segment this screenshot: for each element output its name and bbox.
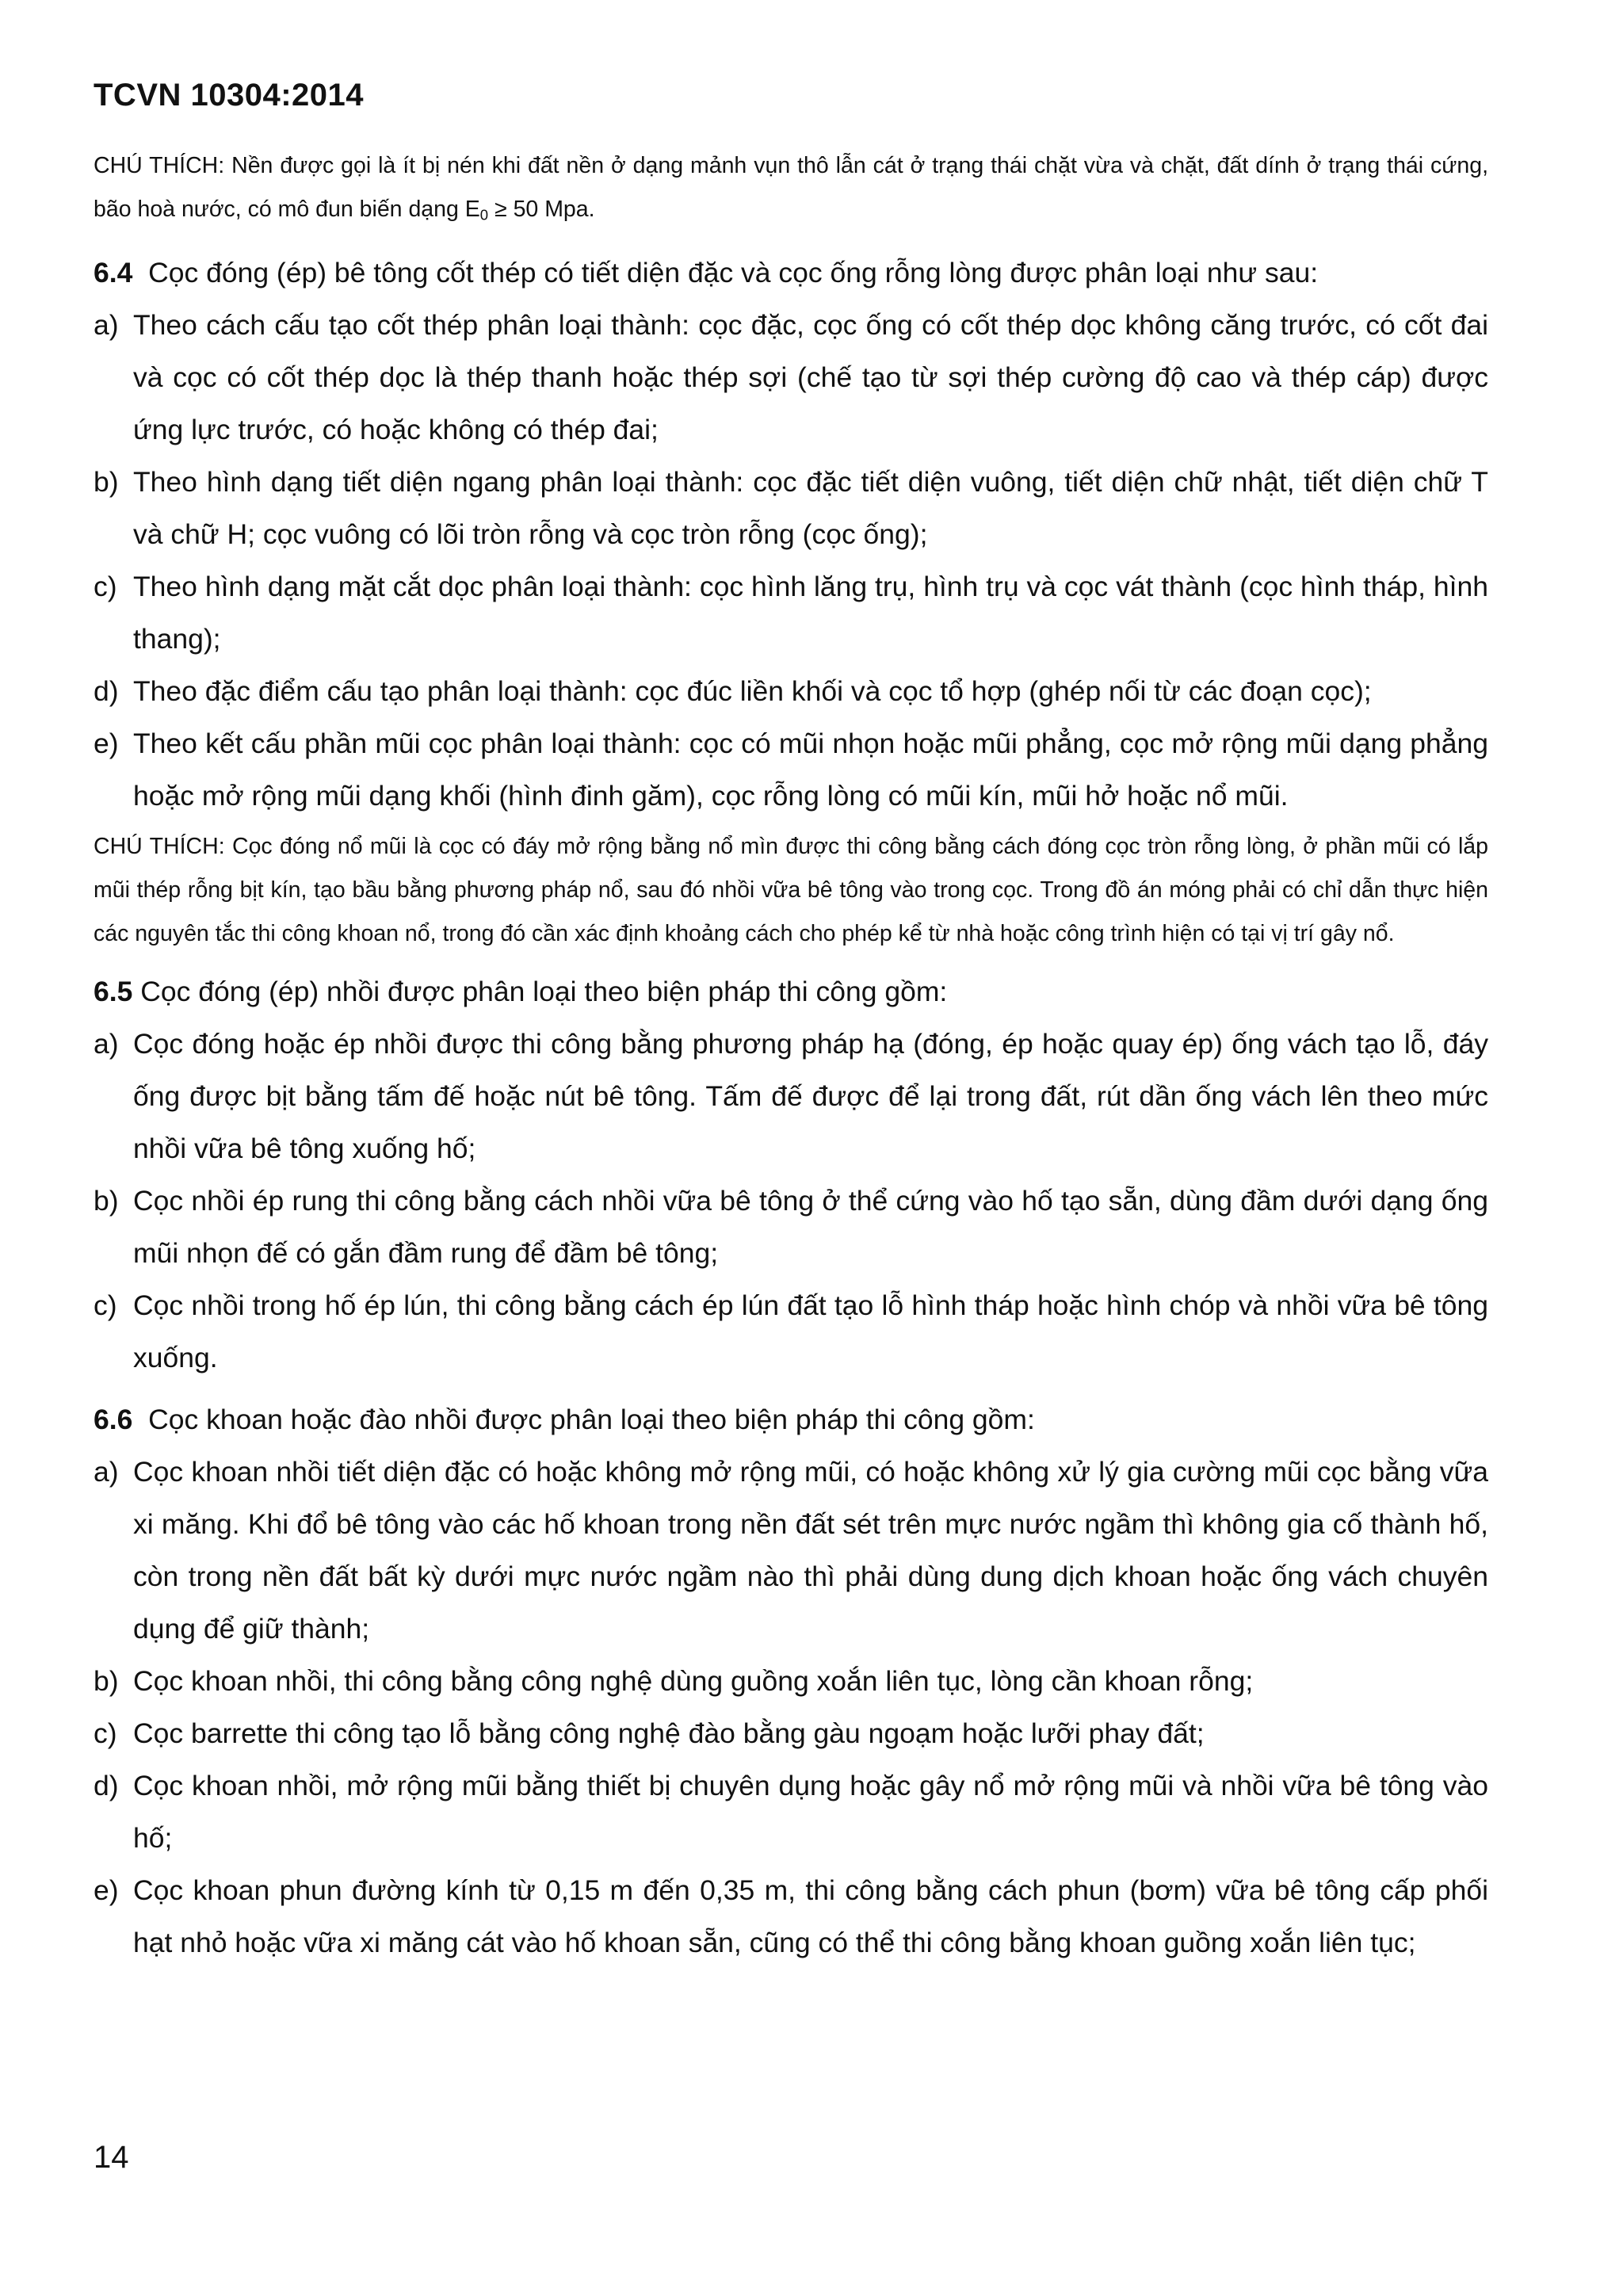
note-label: CHÚ THÍCH: — [94, 153, 225, 178]
item-text: Theo đặc điểm cấu tạo phân loại thành: cọc đúc liền khối và cọc tổ hợp (ghép nối từ các đoạn cọc); — [133, 674, 1372, 707]
item-label: b) — [94, 1664, 119, 1697]
item-label: c) — [94, 1717, 117, 1749]
list-item — [94, 1446, 1488, 1655]
page-number: 14 — [94, 2140, 129, 2175]
item-text: Cọc khoan nhồi tiết diện đặc có hoặc không mở rộng mũi, có hoặc không xử lý gia cường mũi cọc bằng vữa xi măng. Khi đổ bê tông vào các hố khoan trong nền đất sét trên mực nước ngầm thì không gia cố thành hố, còn trong nền đất bất kỳ dưới mực nước ngầm nào thì phải dùng dung dịch khoan hoặc ống vách chuyên dụng để giữ thành; — [133, 1455, 1488, 1645]
list-item — [94, 299, 1488, 456]
list-item — [94, 1707, 1488, 1759]
section-6-6-heading — [94, 1393, 1488, 1446]
section-number: 6.6 — [94, 1403, 133, 1435]
item-label: b) — [94, 465, 119, 498]
item-text: Theo cách cấu tạo cốt thép phân loại thành: cọc đặc, cọc ống có cốt thép dọc không căng trước, có cốt đai và cọc có cốt thép dọc là thép thanh hoặc thép sợi (chế tạo từ sợi thép cường độ cao và thép cáp) được ứng lực trước, có hoặc không có thép đai; — [133, 308, 1488, 445]
section-number: 6.5 — [94, 975, 133, 1007]
list-item — [94, 1864, 1488, 1969]
item-text: Cọc nhồi ép rung thi công bằng cách nhồi vữa bê tông ở thể cứng vào hố tạo sẵn, dùng đầm dưới dạng ống mũi nhọn đế có gắn đầm rung để đầm bê tông; — [133, 1184, 1488, 1269]
item-text: Cọc barrette thi công tạo lỗ bằng công nghệ đào bằng gàu ngoạm hoặc lưỡi phay đất; — [133, 1717, 1205, 1749]
item-label: c) — [94, 1289, 117, 1321]
list-item — [94, 665, 1488, 717]
list-item — [94, 1175, 1488, 1279]
section-6-5-heading — [94, 965, 1488, 1018]
document-header: TCVN 10304:2014 — [94, 78, 365, 113]
item-label: e) — [94, 1874, 119, 1906]
list-item — [94, 1018, 1488, 1175]
page-body — [94, 144, 1488, 1969]
item-text: Cọc khoan nhồi, thi công bằng công nghệ dùng guồng xoắn liên tục, lòng cần khoan rỗng; — [133, 1664, 1254, 1697]
note-blast-pile: CHÚ THÍCH: Cọc đóng nổ mũi là cọc có đáy mở rộng bằng nổ mìn được thi công bằng cách đóng cọc tròn rỗng lòng, ở phần mũi có lắp mũi thép rỗng bịt kín, tạo bầu bằng phương pháp nổ, sau đó nhồi vữa bê tông vào trong cọc. Trong đồ án móng phải có chỉ dẫn thực hiện các nguyên tắc thi công khoan nổ, trong đó cần xác định khoảng cách cho phép kể từ nhà hoặc công trình hiện có tại vị trí gây nổ. — [94, 833, 1488, 946]
item-label: a) — [94, 1455, 119, 1488]
item-label: b) — [94, 1184, 119, 1217]
item-label: a) — [94, 1027, 119, 1060]
item-label: d) — [94, 1769, 119, 1801]
note-text: Nền được gọi là ít bị nén khi đất nền ở dạng mảnh vụn thô lẫn cát ở trạng thái chặt vừa và chặt, đất dính ở trạng thái cứng, bão hoà nước, có mô đun biến dạng E — [94, 153, 1489, 222]
item-text: Cọc khoan phun đường kính từ 0,15 m đến 0,35 m, thi công bằng cách phun (bơm) vữa bê tông cấp phối hạt nhỏ hoặc vữa xi măng cát vào hố khoan sẵn, cũng có thể thi công bằng khoan guồng xoắn liên tục; — [133, 1874, 1488, 1958]
item-text: Theo hình dạng tiết diện ngang phân loại thành: cọc đặc tiết diện vuông, tiết diện chữ nhật, tiết diện chữ T và chữ H; cọc vuông có lõi tròn rỗng và cọc tròn rỗng (cọc ống); — [133, 465, 1488, 550]
item-label: c) — [94, 570, 117, 602]
note-subscript: 0 — [479, 206, 489, 223]
list-item — [94, 1279, 1488, 1384]
section-6-4-heading — [94, 246, 1488, 299]
item-text: Cọc khoan nhồi, mở rộng mũi bằng thiết bị chuyên dụng hoặc gây nổ mở rộng mũi và nhồi vữa bê tông vào hố; — [133, 1769, 1488, 1854]
section-number: 6.4 — [94, 256, 133, 288]
list-item — [94, 560, 1488, 665]
list-item — [94, 1759, 1488, 1864]
item-label: a) — [94, 308, 119, 341]
list-item — [94, 1655, 1488, 1707]
item-text: Theo hình dạng mặt cắt dọc phân loại thành: cọc hình lăng trụ, hình trụ và cọc vát thành (cọc hình tháp, hình thang); — [133, 570, 1488, 655]
note-compressible-soil — [94, 144, 1488, 237]
section-title: Cọc đóng (ép) nhồi được phân loại theo biện pháp thi công gồm: — [140, 975, 948, 1007]
item-label: e) — [94, 727, 119, 759]
list-item — [94, 717, 1488, 822]
item-text: Cọc nhồi trong hố ép lún, thi công bằng cách ép lún đất tạo lỗ hình tháp hoặc hình chóp và nhồi vữa bê tông xuống. — [133, 1289, 1488, 1373]
note-text-end: ≥ 50 Mpa. — [488, 197, 595, 222]
section-title: Cọc khoan hoặc đào nhồi được phân loại theo biện pháp thi công gồm: — [148, 1403, 1035, 1435]
list-item — [94, 456, 1488, 560]
item-label: d) — [94, 674, 119, 707]
section-title: Cọc đóng (ép) bê tông cốt thép có tiết diện đặc và cọc ống rỗng lòng được phân loại như sau: — [148, 256, 1319, 288]
item-text: Theo kết cấu phần mũi cọc phân loại thành: cọc có mũi nhọn hoặc mũi phẳng, cọc mở rộng mũi dạng phẳng hoặc mở rộng mũi dạng khối (hình đinh găm), cọc rỗng lòng có mũi kín, mũi hở hoặc nổ mũi. — [133, 727, 1488, 812]
item-text: Cọc đóng hoặc ép nhồi được thi công bằng phương pháp hạ (đóng, ép hoặc quay ép) ống vách tạo lỗ, đáy ống được bịt bằng tấm đế hoặc nút bê tông. Tấm đế được để lại trong đất, rút dần ống vách lên theo mức nhồi vữa bê tông xuống hố; — [133, 1027, 1488, 1164]
